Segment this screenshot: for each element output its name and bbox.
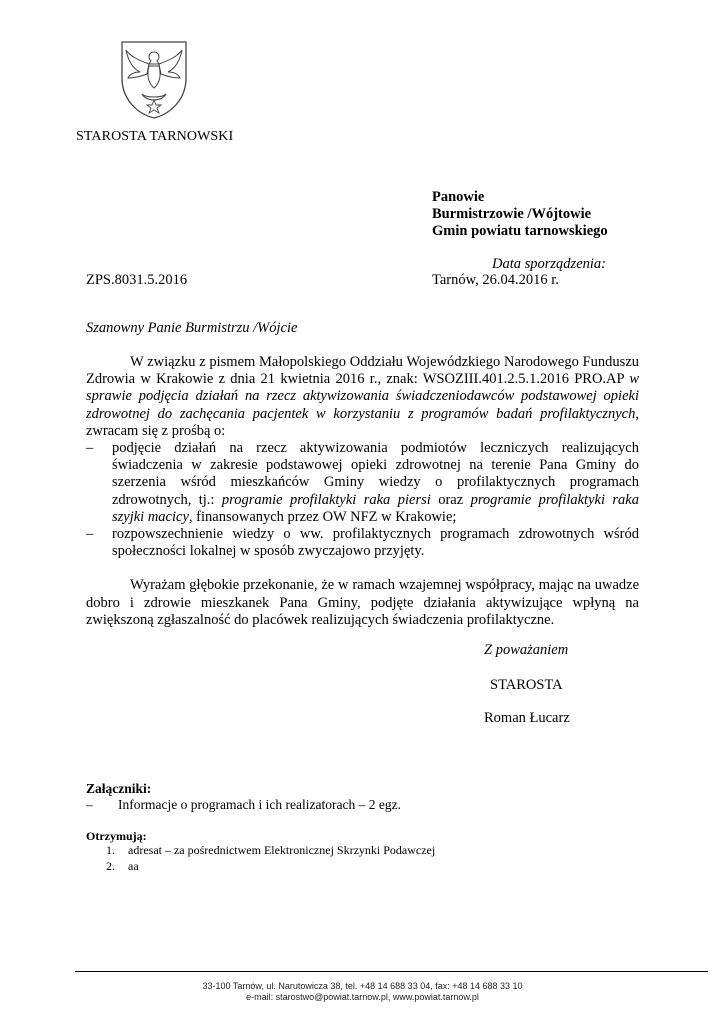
- footer-address: 33-100 Tarnów, ul. Narutowicza 38, tel. +48 14 688 33 04, fax: +48 14 688 33 10: [202, 981, 523, 991]
- signatory-name: Roman Łucarz: [484, 710, 570, 726]
- reference-number: ZPS.8031.5.2016: [86, 272, 188, 288]
- recipient-number: 1.: [106, 843, 115, 857]
- salutation: Szanowny Panie Burmistrzu /Wójcie: [86, 320, 298, 336]
- paragraph-1-part-a: W związku z pismem Małopolskiego Oddziału Wojewódzkiego Narodowego Funduszu Zdrowia w Krakowie z dnia 21 kwietnia 2016 r., znak: WSOZIII.401.2.5.1.2016 PRO.AP: [86, 354, 639, 388]
- program-cervical-cancer: programie profilaktyki raka szyjki macicy: [112, 491, 639, 525]
- office-name: STAROSTA TARNOWSKI: [76, 129, 234, 144]
- addressee-line-2: Burmistrzowie /Wójtowie: [432, 206, 592, 222]
- recipient-number: 2.: [106, 859, 115, 873]
- attachments-heading: Załączniki:: [86, 781, 152, 796]
- recipient-text: aa: [128, 859, 139, 873]
- list-item: [86, 440, 639, 526]
- list-item: [86, 526, 639, 560]
- bullet-1-part-c: oraz: [430, 491, 471, 508]
- paragraph-1: [86, 354, 639, 440]
- paragraph-1-subject: w sprawie podjęcia działań na rzecz aktywizowania świadczeniodawców podstawowej opieki zdrowotnej do zachęcania pacjentek w korzystaniu z programów badań profilaktycznych: [86, 371, 639, 422]
- bullet-1-part-e: , finansowanych przez OW NFZ w Krakowie;: [188, 508, 457, 525]
- recipient-item: [106, 859, 139, 874]
- dash-bullet: –: [86, 797, 93, 812]
- paragraph-2: Wyrażam głębokie przekonanie, że w ramach wzajemnej współpracy, mając na uwadze dobro i zdrowie mieszkanek Pana Gminy, podjęte działania aktywizujące wpłyną na zwiększoną zgłaszalność do placówek realizujących świadczenia profilaktyczne.: [86, 577, 639, 628]
- recipients-heading: Otrzymują:: [86, 829, 147, 843]
- attachment-text: Informacje o programach i ich realizatorach – 2 egz.: [118, 797, 401, 812]
- bullet-2-text: rozpowszechnienie wiedzy o ww. profilaktycznych programach zdrowotnych wśród społeczności lokalnej w sposób zwyczajowo przyjęty.: [112, 526, 639, 560]
- bullet-1-part-a: podjęcie działań na rzecz aktywizowania podmiotów leczniczych realizujących świadczenia w zakresie podstawowej opieki zdrowotnej na terenie Pana Gminy do szerzenia wśród mieszkańców Gminy wiedzy o profilaktycznych programach zdrowotnych, tj.:: [112, 440, 639, 508]
- recipient-text: adresat – za pośrednictwem Elektronicznej Skrzynki Podawczej: [128, 843, 436, 857]
- place-and-date: Tarnów, 26.04.2016 r.: [432, 272, 559, 288]
- signatory-title: STAROSTA: [490, 677, 563, 693]
- addressee-line-1: Panowie: [432, 189, 485, 205]
- addressee-line-3: Gmin powiatu tarnowskiego: [432, 223, 608, 239]
- coat-of-arms-eagle-icon: [116, 38, 192, 120]
- dash-bullet: –: [86, 526, 94, 543]
- program-breast-cancer: programie profilaktyki raka piersi: [221, 491, 431, 508]
- dash-bullet: –: [86, 440, 94, 457]
- footer-contact: e-mail: starostwo@powiat.tarnow.pl, www.powiat.tarnow.pl: [246, 992, 479, 1002]
- attachment-item: [86, 797, 401, 813]
- recipient-item: [106, 843, 435, 858]
- closing-regards: Z poważaniem: [484, 642, 569, 658]
- paragraph-1-part-c: , zwracam się z prośbą o:: [86, 405, 639, 439]
- footer-divider: [75, 971, 708, 972]
- request-list: [86, 440, 639, 560]
- letter-body: [86, 354, 639, 629]
- date-label: Data sporządzenia:: [492, 256, 606, 272]
